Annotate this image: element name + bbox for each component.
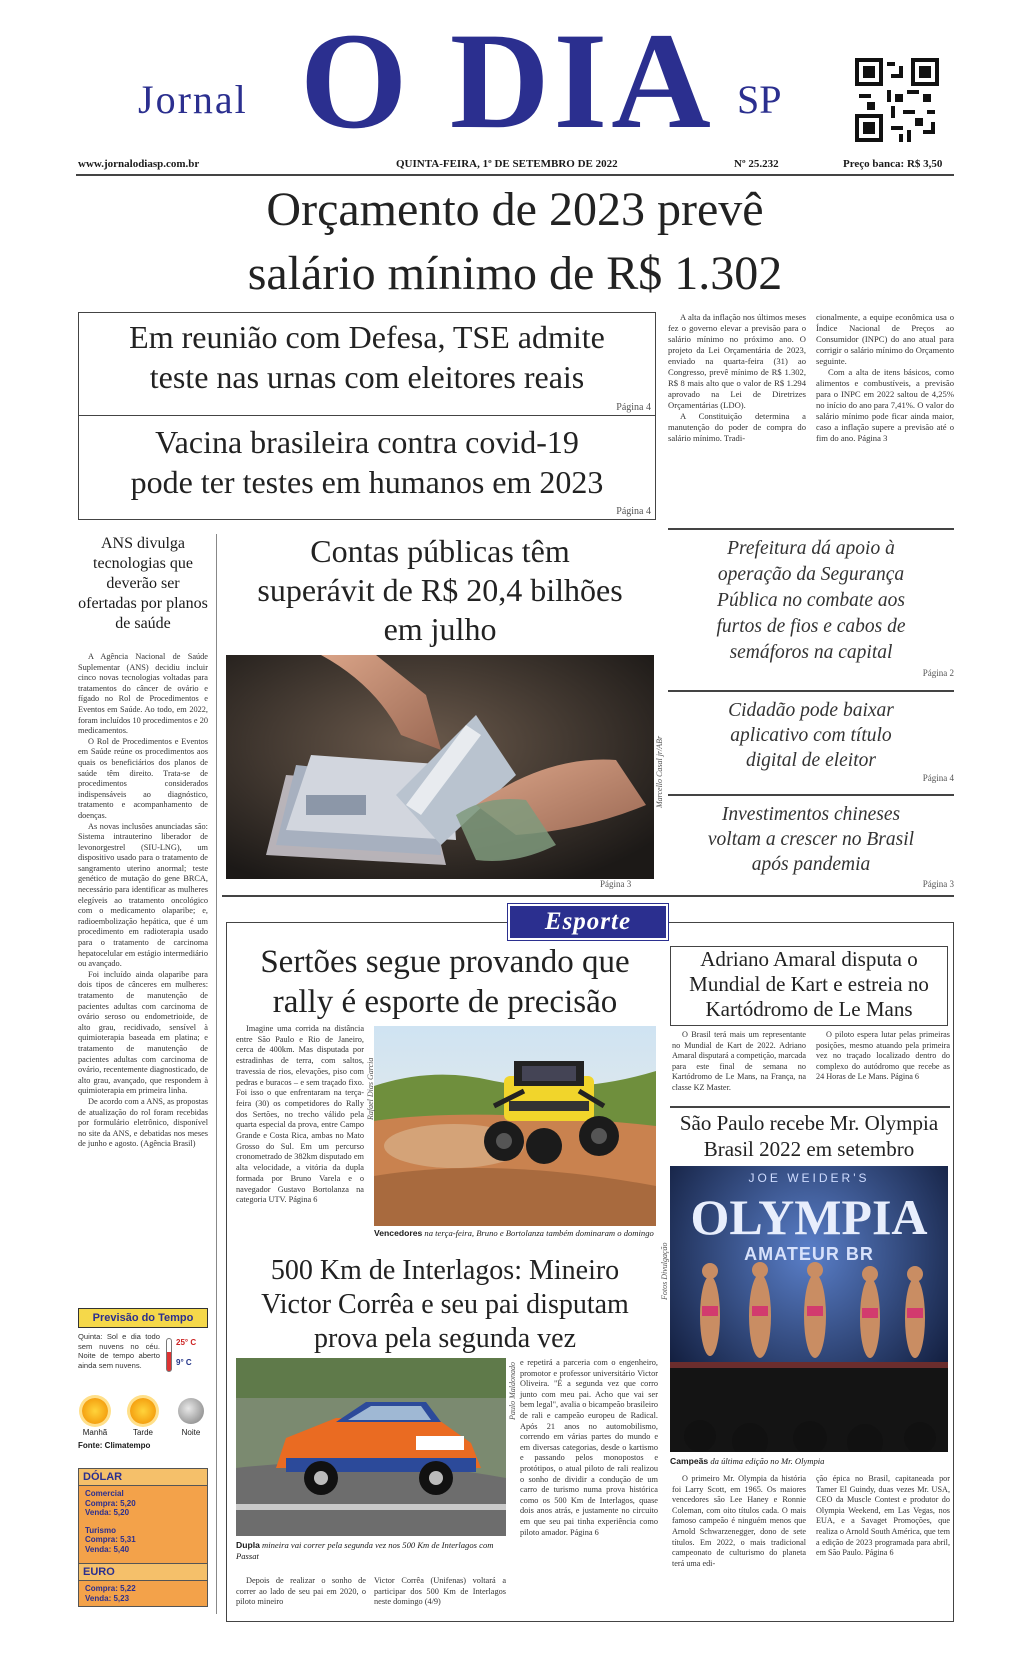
- sertoes-headline[interactable]: [230, 942, 660, 1022]
- kart-text2: O piloto espera lutar pelas primeiras posições, mesmo atuando pela primeira vez no traçado localizado dentro do complexo do autódromo que recebe as 24 Horas de Le Mans. Página 6: [816, 1030, 950, 1082]
- ans-p5: De acordo com a ANS, as propostas de atualização do rol foram recebidas por formulário eletrônico, disponível no site da ANS, e debatidas nos meses de junho e agosto. (Agência Brasil): [78, 1096, 208, 1149]
- box-vacina[interactable]: [78, 416, 656, 520]
- lead-col2-p1: cionalmente, a equipe econômica usa o Índice Nacional de Preços ao Consumidor (INPC) do ano atual para corrigir o salário mínimo do Orçamento seguinte.: [816, 312, 954, 366]
- olympia-caption-text: da última edição no Mr. Olympia: [708, 1456, 825, 1466]
- moon-icon: [178, 1398, 204, 1424]
- box-tse-page: Página 4: [616, 402, 651, 413]
- euro-buy: Compra: 5,22: [85, 1584, 136, 1593]
- teaser-prefeitura-l3: Pública no combate aos: [717, 590, 905, 611]
- box-tse[interactable]: [78, 312, 656, 416]
- ans-p2: O Rol de Procedimentos e Eventos em Saúde reúne os procedimentos aos quais os beneficiários dos planos de saúde têm direito. Trata-se de procedimentos considerados indispensáveis ao diagnóstico, tratamento e acompanhamento de doenças.: [78, 736, 208, 820]
- masthead-date: QUINTA-FEIRA, 1º DE SETEMBRO DE 2022: [396, 158, 618, 170]
- teaser-prefeitura-page: Página 2: [922, 668, 954, 678]
- box-vacina-line1: Vacina brasileira contra covid-19: [155, 424, 579, 460]
- weather-source: Fonte: Climatempo: [78, 1441, 151, 1450]
- weather-night: [178, 1398, 204, 1437]
- lead-col2-p2: Com a alta de itens básicos, como alimentos e combustíveis, a previsão para o INPC em 2022 saltou de 4,25% no início do ano para 7,41%. O valor do salário mínimo pode ficar ainda maior, caso a inflação supere a previsão até o fim do ano. Página 3: [816, 367, 954, 443]
- race-car-photo-credit: Paulo Maldonado: [508, 1362, 517, 1420]
- weather-morning: [82, 1398, 108, 1437]
- dolar-title: DÓLAR: [79, 1469, 207, 1486]
- thermometer-icon: [166, 1338, 172, 1372]
- km500-text1: Depois de realizar o sonho de correr ao lado de seu pai em 2020, o piloto mineiro: [236, 1576, 366, 1607]
- olympia-caption-bold: Campeãs: [670, 1456, 709, 1466]
- dupla-caption: [236, 1540, 506, 1562]
- teaser-investimentos[interactable]: [668, 802, 954, 889]
- box-vacina-page: Página 4: [616, 506, 651, 517]
- contas-line2: superávit de R$ 20,4 bilhões: [257, 572, 623, 608]
- lead-rule: [668, 528, 954, 530]
- weather-text: Quinta: Sol e dia todo sem nuvens no céu. Noite de tempo aberto ainda sem nuvens.: [78, 1332, 160, 1370]
- teaser-cidadao-l3: digital de eleitor: [746, 750, 876, 771]
- rally-caption: [374, 1228, 656, 1239]
- lead-col1-p2: A Constituição determina a manutenção do poder de compra do salário mínimo. Tradi-: [668, 411, 806, 443]
- km500-line1: 500 Km de Interlagos: Mineiro: [270, 1255, 620, 1286]
- middle-rule: [222, 895, 954, 897]
- sertoes-line2: rally é esporte de precisão: [272, 984, 618, 1020]
- masthead-rule: [76, 174, 954, 176]
- weather-max: 25° C: [176, 1338, 197, 1347]
- olympia-text1: O primeiro Mr. Olympia da história foi Larry Scott, em 1965. Os maiores vencedores são Lee Haney e Ronnie Coleman, com oito títulos cada. O mais famoso campeão é ninguém menos que Arnold Schwarzenegger, dono de sete títulos. Em 2022, o mais tradicional campeonato de culturismo do planeta terá uma edi-: [672, 1474, 806, 1568]
- kart-line3: Kartódromo de Le Mans: [705, 997, 913, 1021]
- lead-col1-p1: A alta da inflação nos últimos meses fez o governo elevar a previsão para o salário mínimo no próximo ano. O projeto da Lei Orçamentária de 2023, enviado na quarta-feira (31) ao Congresso, prevê mínimo de R$ 1.302, R$ 8 mais alto que o valor de R$ 1.294 aprovado na Lei de Diretrizes Orçamentárias (LDO).: [668, 312, 806, 410]
- ans-p1: A Agência Nacional de Saúde Suplementar (ANS) decidiu incluir cinco novas tecnologias voltadas para tratamentos do câncer de ovário e fígado no Rol de Procedimentos e Eventos em Saúde. Ao todo, em 2022, foram incluídos 10 procedimentos e 20 medicamentos.: [78, 652, 208, 736]
- race-car-photo: [236, 1358, 506, 1536]
- weather-label-afternoon: Tarde: [132, 1428, 153, 1437]
- contas-headline[interactable]: [222, 532, 658, 649]
- masthead-sp: SP: [737, 77, 782, 122]
- kart-text1: O Brasil terá mais um representante no Mundial de Kart de 2022. Adriano Amaral disputará a competição, marcada para este final de semana no Kartódromo de Le Mans, na França, na classe KZ Master.: [672, 1030, 806, 1092]
- contas-line1: Contas públicas têm: [310, 533, 570, 569]
- lead-col2: [816, 312, 954, 444]
- contas-line3: em julho: [383, 611, 497, 647]
- dupla-caption-text: mineira vai correr pela segunda vez nos 500 Km de Interlagos com Passat: [236, 1540, 494, 1561]
- olympia-sign-bottom: AMATEUR BR: [744, 1244, 874, 1264]
- teaser-prefeitura-l5: semáforos na capital: [729, 642, 893, 663]
- ans-p3: As novas inclusões anunciadas são: Sistema intrauterino liberador de levonorgestrel (SIU-LNG), um dispositivo usado para o tratamento de sangramento uterino anormal; teste genético de mutação do gene BRCA, necessário para identificar as mulheres elegíveis ao tratamento oncológico com o medicamento olaparibe; e, radioembolização hepática, que é um procedimento em radioterapia usado para o tratamento de carcinoma hepatocelular em estágio intermediário ou avançado.: [78, 821, 208, 969]
- kart-box[interactable]: [670, 946, 948, 1026]
- money-photo-credit: Marcello Casal jr/ABr: [655, 735, 664, 808]
- olympia-text2: ção épica no Brasil, capitaneada por Tamer El Guindy, duas vezes Mr. USA, CEO da Muscle Contest e produtor do Olympia Weekend, em Las Vegas, nos EUA, e a Savaget Promoções, que realiza o Arnold South América, que tem a edição de 2023 programada para abril, em São Paulo. Página 6: [816, 1474, 950, 1558]
- masthead-price: Preço banca: R$ 3,50: [843, 158, 943, 170]
- dolar-comercial-sell: Venda: 5,20: [85, 1508, 130, 1517]
- dupla-caption-bold: Dupla: [236, 1540, 260, 1550]
- teaser-divider-2: [668, 794, 954, 796]
- teaser-prefeitura-l2: operação da Segurança: [717, 564, 905, 585]
- kart-line2: Mundial de Kart e estreia no: [689, 972, 929, 996]
- contas-page: Página 3: [600, 879, 632, 889]
- masthead-title: O DIA: [300, 4, 715, 157]
- dolar-turismo-label: Turismo: [85, 1525, 116, 1535]
- km500-headline[interactable]: [230, 1254, 660, 1356]
- olympia-line1: São Paulo recebe Mr. Olympia: [679, 1111, 939, 1135]
- lead-headline-line2: salário mínimo de R$ 1.302: [247, 247, 783, 300]
- olympia-line2: Brasil 2022 em setembro: [703, 1137, 915, 1161]
- km500-line2: Victor Corrêa e seu pai disputam: [261, 1289, 629, 1320]
- olympia-photo-credit: Fotos Divulgação: [660, 1242, 669, 1300]
- km500-line3: prova pela segunda vez: [314, 1323, 576, 1354]
- rally-photo-credit: Rafael Dias Garcia: [366, 1057, 375, 1120]
- euro-title: EURO: [79, 1563, 207, 1581]
- sertoes-text: Imagine uma corrida na distância entre São Paulo e Rio de Janeiro, cerca de 400km. Mas disputada por estradinhas de terra, com saltos, travessia de rios, elevações, piso com pedras e buracos – e sem traçado fixo. Foi isso o que enfrentaram na terça-feira (30) os competidores do Rally dos Sertões, no trecho válido pela quarta especial da prova, entre Campo Grande e Costa Rica, ambas no Mato Grosso do Sul. Em um percurso cronometrado de 382km disputado em alta velocidade, a vitória da dupla formada por Bruno Varela e o navegador Gustavo Bortolanza na categoria UTV. Página 6: [236, 1024, 364, 1205]
- weather-title: Previsão do Tempo: [78, 1308, 208, 1328]
- olympia-caption: [670, 1456, 948, 1466]
- weather-label-morning: Manhã: [82, 1428, 108, 1437]
- masthead-jornal: Jornal: [138, 77, 248, 122]
- sun-icon: [82, 1398, 108, 1424]
- teaser-investimentos-page: Página 3: [922, 879, 954, 889]
- sun-icon: [130, 1398, 156, 1424]
- km500-text2: Victor Corrêa (Unifenas) voltará a participar dos 500 Km de Interlagos neste domingo (4/9): [374, 1576, 506, 1607]
- dolar-turismo-buy: Compra: 5,31: [85, 1535, 136, 1544]
- teaser-cidadao[interactable]: [668, 698, 954, 783]
- weather-min: 9° C: [176, 1358, 192, 1367]
- ans-title[interactable]: ANS divulga tecnologias que deverão ser ofertadas por planos de saúde: [78, 535, 208, 632]
- olympia-sign: OLYMPIA: [690, 1189, 928, 1245]
- rally-caption-bold: Vencedores: [374, 1228, 423, 1238]
- box-vacina-line2: pode ter testes em humanos em 2023: [130, 464, 604, 500]
- olympia-headline[interactable]: [668, 1110, 950, 1162]
- ans-text: [78, 652, 208, 1150]
- masthead-number: Nº 25.232: [734, 158, 779, 170]
- rally-caption-text: na terça-feira, Bruno e Bortolanza também dominaram o domingo: [422, 1228, 654, 1238]
- ans-divider: [216, 534, 217, 1614]
- weather-afternoon: [130, 1398, 156, 1437]
- weather-label-night: Noite: [181, 1428, 201, 1437]
- teaser-investimentos-l2: voltam a crescer no Brasil: [707, 829, 915, 850]
- sertoes-line1: Sertões segue provando que: [260, 944, 630, 980]
- money-photo: [226, 655, 654, 879]
- lead-headline-line1: Orçamento de 2023 prevê: [266, 183, 764, 236]
- dolar-turismo-sell: Venda: 5,40: [85, 1544, 130, 1554]
- olympia-sign-top: JOE WEIDER'S: [748, 1171, 870, 1185]
- ans-p4: Foi incluído ainda olaparibe para dois tipos de cânceres em mulheres: tratamento de manutenção de pacientes adultas com carcinoma de ovário seroso ou endometrioide, de alto grau, recidivado, sensível à quimioterapia baseada em platina; e tratamento de manutenção de pacientes adultas com carcinoma de ovário, recentemente diagnosticado, de alto grau, avançado, que respondem à quimioterapia em primeira linha.: [78, 969, 208, 1096]
- dolar-comercial-buy: Compra: 5,20: [85, 1498, 136, 1508]
- lead-col1: [668, 312, 806, 444]
- teaser-cidadao-l2: aplicativo com título: [730, 725, 892, 746]
- box-tse-line2: teste nas urnas com eleitores reais: [149, 359, 585, 395]
- teaser-prefeitura-l1: Prefeitura dá apoio à: [727, 538, 895, 559]
- kart-rule: [670, 1106, 950, 1108]
- euro-sell: Venda: 5,23: [85, 1593, 130, 1603]
- teaser-cidadao-page: Página 4: [922, 773, 954, 783]
- olympia-photo: [670, 1166, 948, 1452]
- teaser-divider-1: [668, 690, 954, 692]
- teaser-prefeitura[interactable]: [668, 536, 954, 678]
- currency-box: [78, 1468, 208, 1607]
- weather-box: [78, 1308, 208, 1450]
- teaser-investimentos-l1: Investimentos chineses: [721, 804, 901, 825]
- teaser-cidadao-l1: Cidadão pode baixar: [728, 700, 894, 721]
- teaser-prefeitura-l4: furtos de fios e cabos de: [716, 616, 906, 637]
- km500-text3: e repetirá a parceria com o engenheiro, promotor e professor universitário Victor Oliveira. "É a segunda vez que corro junto com meu pai. Acho que vai ser bem legal", avalia o bicampeão brasileiro de rali e campeão europeu de Radical. Após 21 anos no automobilismo, correndo em várias partes do mundo e em diversas categorias, desde o kartismo e passando pelos monopostos e protótipos, o atual piloto de rali realizou o sonho de dividir a condução de um carro de turismo numa prova histórica como os 500 Km de Interlagos, quase dois anos atrás, e justamente no circuito em que seu pai tinha experiência como piloto amador. Página 6: [520, 1358, 658, 1537]
- lead-headline: [76, 178, 954, 306]
- rally-photo: [374, 1026, 656, 1226]
- teaser-investimentos-l3: após pandemia: [751, 854, 871, 875]
- esporte-tag[interactable]: Esporte: [508, 904, 668, 940]
- box-tse-line1: Em reunião com Defesa, TSE admite: [129, 319, 605, 355]
- dolar-comercial-label: Comercial: [85, 1489, 124, 1498]
- kart-line1: Adriano Amaral disputa o: [700, 947, 918, 971]
- masthead-site[interactable]: www.jornalodiasp.com.br: [78, 158, 200, 170]
- qr-code: [855, 58, 939, 142]
